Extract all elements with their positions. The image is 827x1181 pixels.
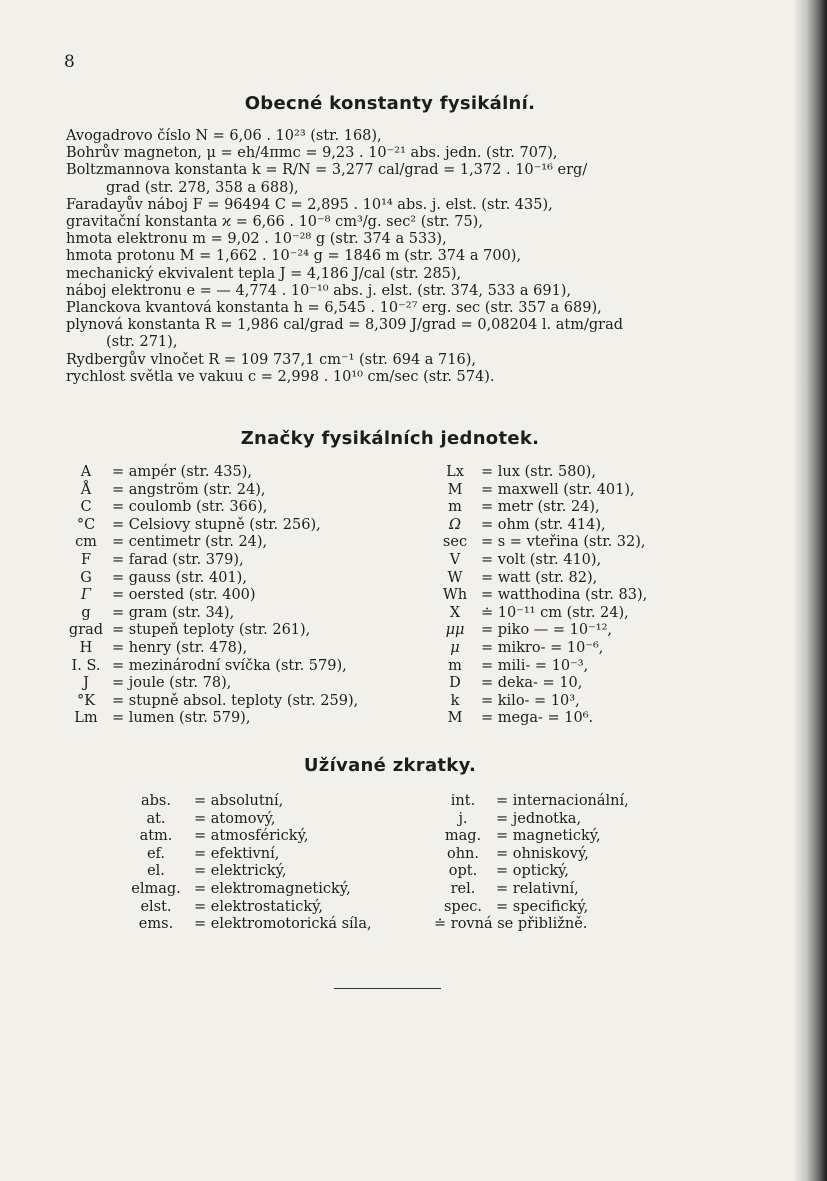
- constant-proton-mass: hmota protonu M = 1,662 . 10⁻²⁴ g = 1846 m (str. 374 a 700),: [66, 248, 522, 265]
- abbreviation-meaning: = specifický,: [496, 898, 589, 915]
- unit-row: [64, 552, 358, 570]
- unit-description: = kilo- = 10³,: [481, 692, 580, 709]
- unit-row: [64, 658, 358, 676]
- unit-description: = lux (str. 580),: [481, 464, 596, 480]
- unit-row: [64, 710, 358, 728]
- unit-symbol: H: [79, 639, 93, 656]
- unit-description: = mikro- = 10⁻⁶,: [481, 639, 604, 656]
- unit-symbol: V: [449, 551, 461, 568]
- constant-planck: Planckova kvantová konstanta h = 6,545 . 10⁻²⁷ erg. sec (str. 357 a 689),: [66, 300, 602, 317]
- end-rule-divider: [334, 988, 441, 989]
- unit-row: [433, 693, 647, 711]
- unit-symbol: grad: [68, 622, 104, 639]
- unit-row: [433, 464, 647, 482]
- constant-gas-cont: (str. 271),: [106, 334, 178, 351]
- unit-description: = watthodina (str. 83),: [481, 587, 648, 604]
- unit-description: ≐ 10⁻¹¹ cm (str. 24),: [481, 604, 629, 621]
- unit-row: [64, 605, 358, 623]
- abbreviation: ohn.: [446, 845, 480, 862]
- abbreviation: rel.: [450, 880, 476, 897]
- abbreviation-meaning: = elektrický,: [194, 863, 287, 880]
- unit-symbol: °C: [76, 516, 96, 533]
- abbreviation-meaning: = magnetický,: [496, 828, 601, 845]
- constant-gas: plynová konstanta R = 1,986 cal/grad = 8,309 J/grad = 0,08204 l. atm/grad: [66, 317, 624, 334]
- abbreviation-row: [120, 828, 372, 846]
- abbreviation-row: [120, 793, 372, 811]
- unit-description: = henry (str. 478),: [112, 639, 248, 656]
- unit-symbol: Wh: [442, 587, 468, 604]
- abbreviation: int.: [450, 793, 476, 809]
- unit-description: = gram (str. 34),: [112, 604, 235, 621]
- unit-description: = Celsiovy stupně (str. 256),: [112, 516, 321, 533]
- abbreviation-row: [120, 863, 372, 881]
- unit-description: = piko — = 10⁻¹²,: [481, 622, 613, 639]
- units-right-column: [433, 464, 647, 728]
- unit-description: = centimetr (str. 24),: [112, 534, 268, 551]
- units-title: Značky fysikálních jednotek.: [240, 428, 540, 449]
- unit-row: [433, 552, 647, 570]
- unit-row: [64, 482, 358, 500]
- unit-row: [64, 534, 358, 552]
- unit-symbol: W: [447, 569, 463, 586]
- constant-faraday: Faradayův náboj F = 96494 C = 2,895 . 10¹⁴ abs. j. elst. (str. 435),: [66, 196, 553, 213]
- unit-row: [64, 640, 358, 658]
- unit-symbol: J: [83, 675, 89, 692]
- unit-symbol: °K: [76, 692, 96, 709]
- abbreviation-meaning: = elektromagnetický,: [194, 880, 351, 897]
- unit-row: [433, 570, 647, 588]
- approx-note: ≐ rovná se přibližně.: [434, 916, 588, 933]
- unit-symbol: μμ: [445, 622, 465, 639]
- abbreviation-meaning: = atomový,: [194, 810, 276, 827]
- unit-description: = maxwell (str. 401),: [481, 481, 635, 498]
- unit-description: = ampér (str. 435),: [112, 464, 252, 480]
- abbreviations-left-column: [120, 793, 372, 934]
- page-number: 8: [64, 52, 75, 72]
- abbreviation-row: [432, 793, 629, 811]
- abbreviation-meaning: = elektromotorická síla,: [194, 916, 372, 933]
- unit-description: = watt (str. 82),: [481, 569, 598, 586]
- constants-list: [66, 128, 716, 386]
- unit-description: = stupeň teploty (str. 261),: [112, 622, 311, 639]
- unit-description: = metr (str. 24),: [481, 499, 600, 516]
- unit-description: = mega- = 10⁶.: [481, 710, 594, 727]
- abbreviation-meaning: = atmosférický,: [194, 828, 309, 845]
- unit-description: = stupně absol. teploty (str. 259),: [112, 692, 359, 709]
- abbreviation: spec.: [443, 898, 483, 915]
- abbreviation-meaning: = elektrostatický,: [194, 898, 323, 915]
- unit-description: = mezinárodní svíčka (str. 579),: [112, 657, 347, 674]
- abbreviation-meaning: = internacionální,: [496, 793, 629, 809]
- unit-symbol: A: [80, 464, 92, 480]
- page-edge-shadow: [793, 0, 827, 1181]
- abbreviation: ems.: [138, 916, 174, 933]
- unit-description: = deka- = 10,: [481, 675, 583, 692]
- unit-symbol: Γ: [80, 587, 92, 604]
- unit-description: = gauss (str. 401),: [112, 569, 247, 586]
- abbreviation: atm.: [139, 828, 173, 845]
- unit-row: [64, 570, 358, 588]
- constant-rydberg: Rydbergův vlnočet R = 109 737,1 cm⁻¹ (str. 694 a 716),: [66, 351, 476, 368]
- unit-symbol: M: [447, 710, 463, 727]
- unit-symbol: k: [450, 692, 460, 709]
- unit-description: = volt (str. 410),: [481, 551, 602, 568]
- constant-electron-charge: náboj elektronu e = — 4,774 . 10⁻¹⁰ abs. j. elst. (str. 374, 533 a 691),: [66, 282, 572, 299]
- unit-symbol: Ω: [448, 516, 462, 533]
- unit-symbol: X: [449, 604, 461, 621]
- abbreviation-meaning: = jednotka,: [496, 810, 582, 827]
- unit-row: [64, 464, 358, 482]
- abbreviation: elst.: [140, 898, 172, 915]
- unit-description: = s = vteřina (str. 32),: [481, 534, 646, 551]
- unit-description: = joule (str. 78),: [112, 675, 232, 692]
- abbreviation: mag.: [444, 828, 482, 845]
- constant-boltzmann: Boltzmannova konstanta k = R/N = 3,277 cal/grad = 1,372 . 10⁻¹⁶ erg/: [66, 162, 588, 179]
- unit-row: [64, 587, 358, 605]
- unit-symbol: F: [80, 551, 92, 568]
- unit-symbol: g: [81, 604, 91, 621]
- abbreviation-meaning: = relativní,: [496, 880, 579, 897]
- abbreviations-right-column: [432, 793, 629, 934]
- abbreviation: elmag.: [131, 880, 181, 897]
- unit-symbol: m: [448, 657, 462, 674]
- constant-avogadro: Avogadrovo číslo N = 6,06 . 10²³ (str. 168),: [66, 128, 382, 144]
- unit-row: [64, 517, 358, 535]
- abbreviation-row: [432, 846, 629, 864]
- unit-row: [433, 622, 647, 640]
- unit-symbol: m: [448, 499, 462, 516]
- abbreviation: ef.: [146, 845, 166, 862]
- abbreviation-meaning: = efektivní,: [194, 845, 280, 862]
- abbreviations-title: Užívané zkratky.: [303, 755, 477, 776]
- constant-gravitational: gravitační konstanta ϰ = 6,66 . 10⁻⁸ cm³/g. sec² (str. 75),: [66, 214, 483, 231]
- unit-symbol: I. S.: [71, 657, 101, 674]
- abbreviation-row: [432, 881, 629, 899]
- constant-electron-mass: hmota elektronu m = 9,02 . 10⁻²⁸ g (str. 374 a 533),: [66, 231, 447, 248]
- abbreviation: at.: [146, 810, 166, 827]
- unit-row: [433, 517, 647, 535]
- abbreviation-row: [432, 828, 629, 846]
- unit-symbol: cm: [75, 534, 97, 551]
- unit-symbol: D: [449, 675, 461, 692]
- abbreviation: el.: [147, 863, 165, 880]
- unit-description: = mili- = 10⁻³,: [481, 657, 589, 674]
- unit-description: = ohm (str. 414),: [481, 516, 606, 533]
- units-left-column: [64, 464, 358, 728]
- abbreviation-row: [120, 916, 372, 934]
- unit-row: [433, 675, 647, 693]
- constant-bohr-magneton: Bohrův magneton, μ = eh/4πmc = 9,23 . 10⁻²¹ abs. jedn. (str. 707),: [66, 145, 558, 162]
- unit-row: [64, 499, 358, 517]
- abbreviation-row: [120, 899, 372, 917]
- unit-row: [433, 658, 647, 676]
- abbreviation: opt.: [448, 863, 478, 880]
- unit-symbol: Å: [80, 481, 92, 498]
- abbreviation-row: [120, 846, 372, 864]
- abbreviation: j.: [458, 810, 468, 827]
- abbreviation-row: [432, 863, 629, 881]
- abbreviation-row: [120, 811, 372, 829]
- unit-row: [64, 622, 358, 640]
- unit-symbol: G: [80, 569, 92, 586]
- abbreviation-row: [432, 899, 629, 917]
- unit-description: = angström (str. 24),: [112, 481, 266, 498]
- unit-row: [433, 605, 647, 623]
- abbreviation-meaning: = ohniskový,: [496, 845, 589, 862]
- unit-symbol: Lm: [74, 710, 98, 727]
- unit-description: = coulomb (str. 366),: [112, 499, 268, 516]
- unit-description: = farad (str. 379),: [112, 551, 244, 568]
- unit-row: [433, 710, 647, 728]
- unit-symbol: C: [80, 499, 92, 516]
- unit-row: [433, 587, 647, 605]
- unit-row: [433, 499, 647, 517]
- constants-title: Obecné konstanty fysikální.: [244, 93, 536, 114]
- abbreviation-meaning: = absolutní,: [194, 793, 284, 809]
- abbreviation-row: [432, 811, 629, 829]
- abbreviation: abs.: [141, 793, 171, 809]
- unit-description: = oersted (str. 400): [112, 587, 256, 604]
- unit-row: [433, 534, 647, 552]
- unit-row: [433, 640, 647, 658]
- unit-row: [64, 675, 358, 693]
- unit-symbol: μ: [450, 639, 460, 656]
- unit-symbol: M: [447, 481, 463, 498]
- abbreviation-meaning: = optický,: [496, 863, 570, 880]
- unit-row: [433, 482, 647, 500]
- unit-description: = lumen (str. 579),: [112, 710, 251, 727]
- constant-speed-of-light: rychlost světla ve vakuu c = 2,998 . 10¹⁰ cm/sec (str. 574).: [66, 368, 495, 385]
- constant-heat-equivalent: mechanický ekvivalent tepla J = 4,186 J/cal (str. 285),: [66, 265, 462, 282]
- constant-boltzmann-cont: grad (str. 278, 358 a 688),: [106, 179, 299, 196]
- unit-symbol: sec: [442, 534, 468, 551]
- unit-symbol: Lx: [446, 464, 464, 480]
- unit-row: [64, 693, 358, 711]
- abbreviation-row: [120, 881, 372, 899]
